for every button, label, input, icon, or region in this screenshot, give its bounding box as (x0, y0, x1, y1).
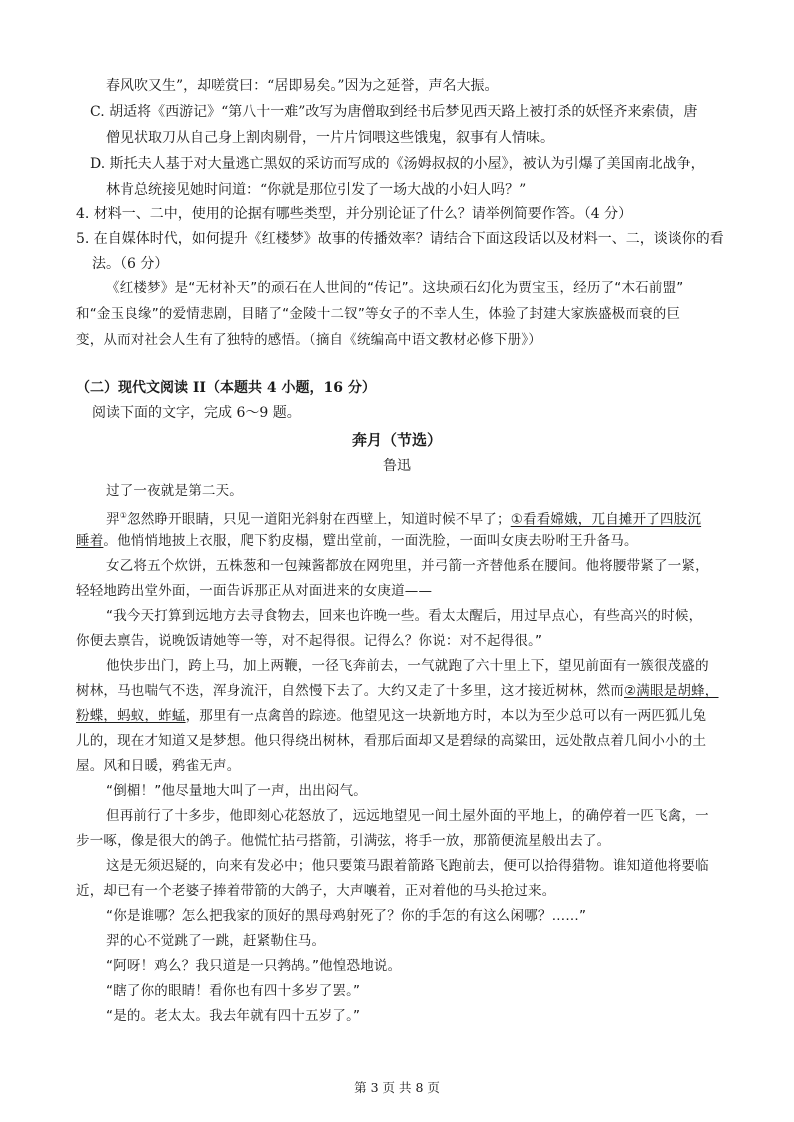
story-paragraph: “瞎了你的眼睛！看你也有四十多岁了罢。” (106, 983, 361, 999)
story-paragraph (76, 531, 638, 551)
story-text: 树林，马也喘气不迭，浑身流汗，自然慢下去了。大约又走了十多里，这才接近树林，然而 (76, 683, 624, 699)
underlined-sentence-2-end: 粉蝶，蚂蚁，蚱蜢 (76, 708, 186, 724)
story-paragraph (76, 681, 719, 701)
story-paragraph: 儿的，现在才知道又是梦想。他只得绕出树林，看那后面却又是碧绿的高粱田，远处散点着几间小小的土 (76, 733, 707, 749)
story-paragraph: 近，却已有一个老婆子捧着带箭的大鸽子，大声嚷着，正对着他的马头抢过来。 (76, 883, 556, 899)
question-4: 4. 材料一、二中，使用的论据有哪些类型，并分别论证了什么？请举例简要作答。（4 分） (76, 206, 633, 222)
story-paragraph: 屋。风和日暖，鸦雀无声。 (76, 758, 241, 774)
question-5-line2: 法。（6 分） (92, 256, 169, 272)
story-author: 鲁迅 (383, 458, 411, 474)
quote-line3: 变，从而对社会人生有了独特的感悟。（摘自《统编高中语文教材必修下册》） (76, 332, 542, 348)
underlined-sentence-1: ①看看嫦娥，兀自摊开了四肢沉 (510, 511, 702, 528)
story-paragraph: 这是无须迟疑的，向来有发必中；他只要策马跟着箭路飞跑前去，便可以拾得猎物。谁知道他将要临 (106, 858, 709, 874)
page-footer: 第 3 页 共 8 页 (354, 1080, 440, 1095)
story-paragraph: “你是谁哪？怎么把我家的顶好的黑母鸡射死了？你的手怎的有这么闲哪？……” (106, 908, 587, 924)
story-paragraph: 你便去禀告，说晚饭请她等一等，对不起得很。记得么？你说：对不起得很。” (76, 633, 543, 649)
option-b-continuation: 春风吹又生”，却嗟赏曰：“居即易矣。”因为之延誉，声名大振。 (106, 78, 499, 94)
option-c-line1: C. 胡适将《西游记》“第八十一难”改写为唐僧取到经书后梦见西天路上被打杀的妖怪齐来索债，唐 (90, 104, 698, 120)
footnote-marker: ① (119, 511, 128, 520)
story-paragraph: 羿的心不觉跳了一跳，赶紧勒住马。 (106, 933, 326, 949)
story-paragraph: 轻轻地跨出堂外面，一面告诉那正从对面进来的女庚道—— (76, 583, 433, 599)
story-paragraph: 过了一夜就是第二天。 (106, 483, 243, 499)
story-paragraph: 他快步出门，跨上马，加上两鞭，一径飞奔前去，一气就跑了六十里上下，望见前面有一簇很茂盛的 (106, 658, 709, 674)
story-title: 奔月（节选） (351, 431, 442, 449)
story-paragraph (76, 706, 706, 726)
story-paragraph: “是的。老太太。我去年就有四十五岁了。” (106, 1008, 361, 1024)
story-text: 忽然睁开眼睛，只见一道阳光斜射在西壁上，知道时候不早了； (127, 511, 511, 528)
quote-line2: 和“金玉良缘”的爱情悲剧，目睹了“金陵十二钗”等女子的不幸人生，体验了封建大家族盛极而衰的巨 (76, 306, 681, 322)
story-paragraph: 步一啄，像是很大的鸽子。他慌忙拈弓搭箭，引满弦，将手一放，那箭便流星般出去了。 (76, 833, 611, 849)
story-paragraph (106, 506, 701, 530)
story-paragraph: “我今天打算到远地方去寻食物去，回来也许晚一些。看太太醒后，用过早点心，有些高兴的时候， (106, 608, 703, 624)
story-paragraph: 但再前行了十多步，他即刻心花怒放了，远远地望见一间土屋外面的平地上，的确停着一匹飞禽，一 (106, 808, 709, 824)
story-text: 羿 (106, 511, 120, 528)
underlined-sentence-2: ②满眼是胡蜂， (624, 683, 719, 699)
option-d-line2: 林肯总统接见她时问道：“你就是那位引发了一场大战的小妇人吗？” (106, 182, 527, 198)
option-d-line1: D. 斯托夫人基于对大量逃亡黑奴的采访而写成的《汤姆叔叔的小屋》，被认为引爆了美国南北战争， (90, 156, 705, 172)
story-text: 。他悄悄地披上衣服，爬下豹皮榻，躄出堂前，一面洗脸，一面叫女庚去吩咐王升备马。 (103, 533, 638, 549)
option-c-line2: 僧见状取刀从自己身上割肉剔骨，一片片饲喂这些饿鬼，叙事有人情味。 (106, 130, 554, 146)
story-paragraph: “倒楣！”他尽量地大叫了一声，出出闷气。 (106, 783, 367, 799)
story-paragraph: “阿呀！鸡么？我只道是一只鹁鸪。”他惶恐地说。 (106, 958, 402, 974)
section-instruction: 阅读下面的文字，完成 6～9 题。 (92, 405, 301, 421)
story-paragraph: 女乙将五个炊饼，五株葱和一包辣酱都放在网兜里，并弓箭一齐替他系在腰间。他将腰带紧了一紧， (106, 558, 709, 574)
question-5-line1: 5. 在自媒体时代，如何提升《红楼梦》故事的传播效率？请结合下面这段话以及材料一、二，谈谈你的看 (76, 231, 724, 247)
section-heading: （二）现代文阅读 II（本题共 4 小题，16 分） (76, 380, 376, 396)
underlined-sentence-1-end: 睡着 (76, 533, 104, 549)
story-text: ，那里有一点禽兽的踪迹。他望见这一块新地方时，本以为至少总可以有一两匹狐儿兔 (185, 708, 707, 724)
quote-line1: 《红楼梦》是“无材补天”的顽石在人世间的“传记”。这块顽石幻化为贾宝玉，经历了“木石前盟” (106, 280, 684, 296)
